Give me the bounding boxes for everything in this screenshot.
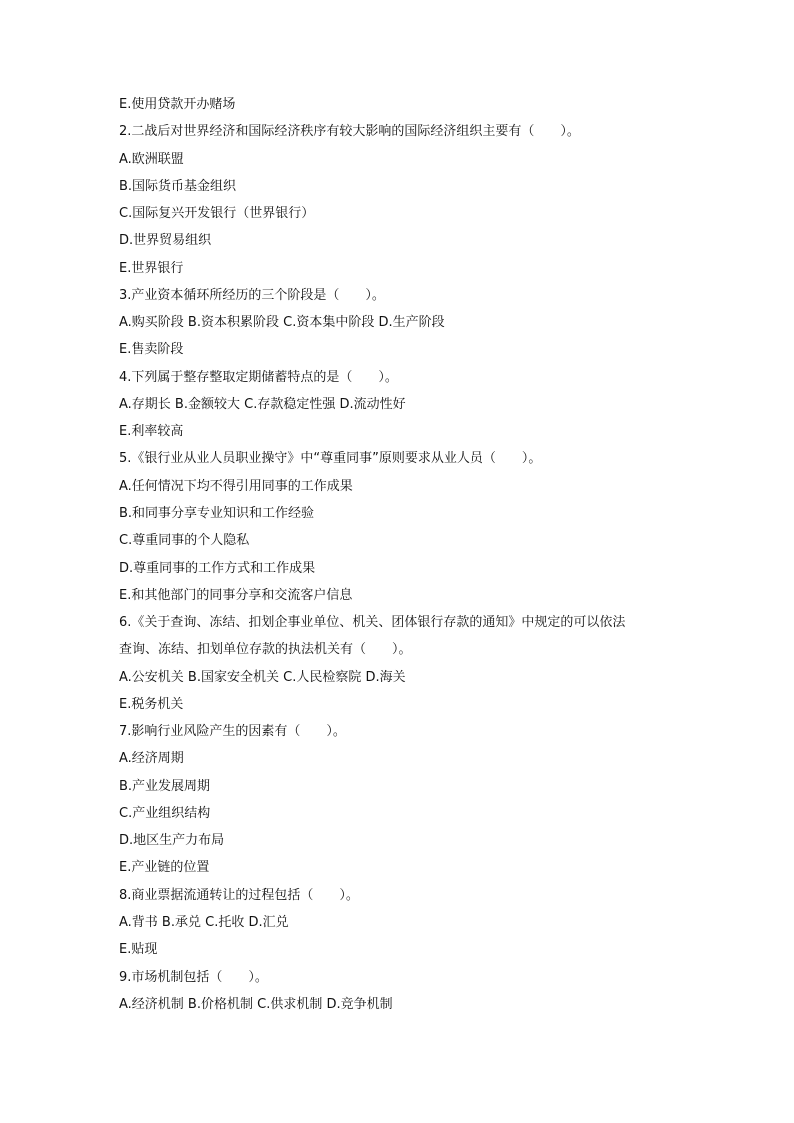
- question-9: 9.市场机制包括（ ）。: [119, 969, 268, 985]
- option-line: D.世界贸易组织: [119, 233, 212, 249]
- option-line: A.经济机制 B.价格机制 C.供求机制 D.竞争机制: [119, 996, 393, 1012]
- option-line: A.任何情况下均不得引用同事的工作成果: [119, 478, 353, 494]
- option-line: A.背书 B.承兑 C.托收 D.汇兑: [119, 914, 289, 930]
- question-5: 5.《银行业从业人员职业操守》中“尊重同事”原则要求从业人员（ ）。: [119, 451, 542, 467]
- option-line: E.售卖阶段: [119, 342, 184, 358]
- question-3: 3.产业资本循环所经历的三个阶段是（ ）。: [119, 287, 385, 303]
- text-line: E.使用贷款开办赌场: [119, 97, 236, 112]
- question-2: 2.二战后对世界经济和国际经济秩序有较大影响的国际经济组织主要有（ ）。: [119, 124, 580, 140]
- option-line: E.世界银行: [119, 260, 184, 276]
- option-line: C.尊重同事的个人隐私: [119, 533, 250, 549]
- option-line: E.和其他部门的同事分享和交流客户信息: [119, 587, 353, 603]
- option-line: E.利率较高: [119, 424, 184, 440]
- option-line: B.和同事分享专业知识和工作经验: [119, 505, 315, 521]
- question-6-continued: 查询、冻结、扣划单位存款的执法机关有（ ）。: [119, 642, 412, 658]
- option-line: A.公安机关 B.国家安全机关 C.人民检察院 D.海关: [119, 669, 406, 685]
- option-line: A.购买阶段 B.资本积累阶段 C.资本集中阶段 D.生产阶段: [119, 315, 445, 331]
- option-line: D.尊重同事的工作方式和工作成果: [119, 560, 316, 576]
- option-line: A.经济周期: [119, 751, 184, 767]
- option-line: B.产业发展周期: [119, 778, 211, 794]
- question-6: 6.《关于查询、冻结、扣划企事业单位、机关、团体银行存款的通知》中规定的可以依法: [119, 615, 626, 631]
- option-line: E.产业链的位置: [119, 860, 210, 876]
- question-8: 8.商业票据流通转让的过程包括（ ）。: [119, 887, 359, 903]
- exam-questions: [119, 95, 679, 1022]
- option-line: C.国际复兴开发银行（世界银行）: [119, 206, 315, 222]
- option-line: E.税务机关: [119, 696, 184, 712]
- question-7: 7.影响行业风险产生的因素有（ ）。: [119, 724, 346, 740]
- option-line: C.产业组织结构: [119, 805, 211, 821]
- question-4: 4.下列属于整存整取定期储蓄特点的是（ ）。: [119, 369, 398, 385]
- option-line: A.存期长 B.金额较大 C.存款稳定性强 D.流动性好: [119, 396, 406, 412]
- option-line: E.贴现: [119, 942, 158, 958]
- option-line: B.国际货币基金组织: [119, 178, 237, 194]
- option-line: D.地区生产力布局: [119, 833, 225, 849]
- option-line: A.欧洲联盟: [119, 151, 184, 167]
